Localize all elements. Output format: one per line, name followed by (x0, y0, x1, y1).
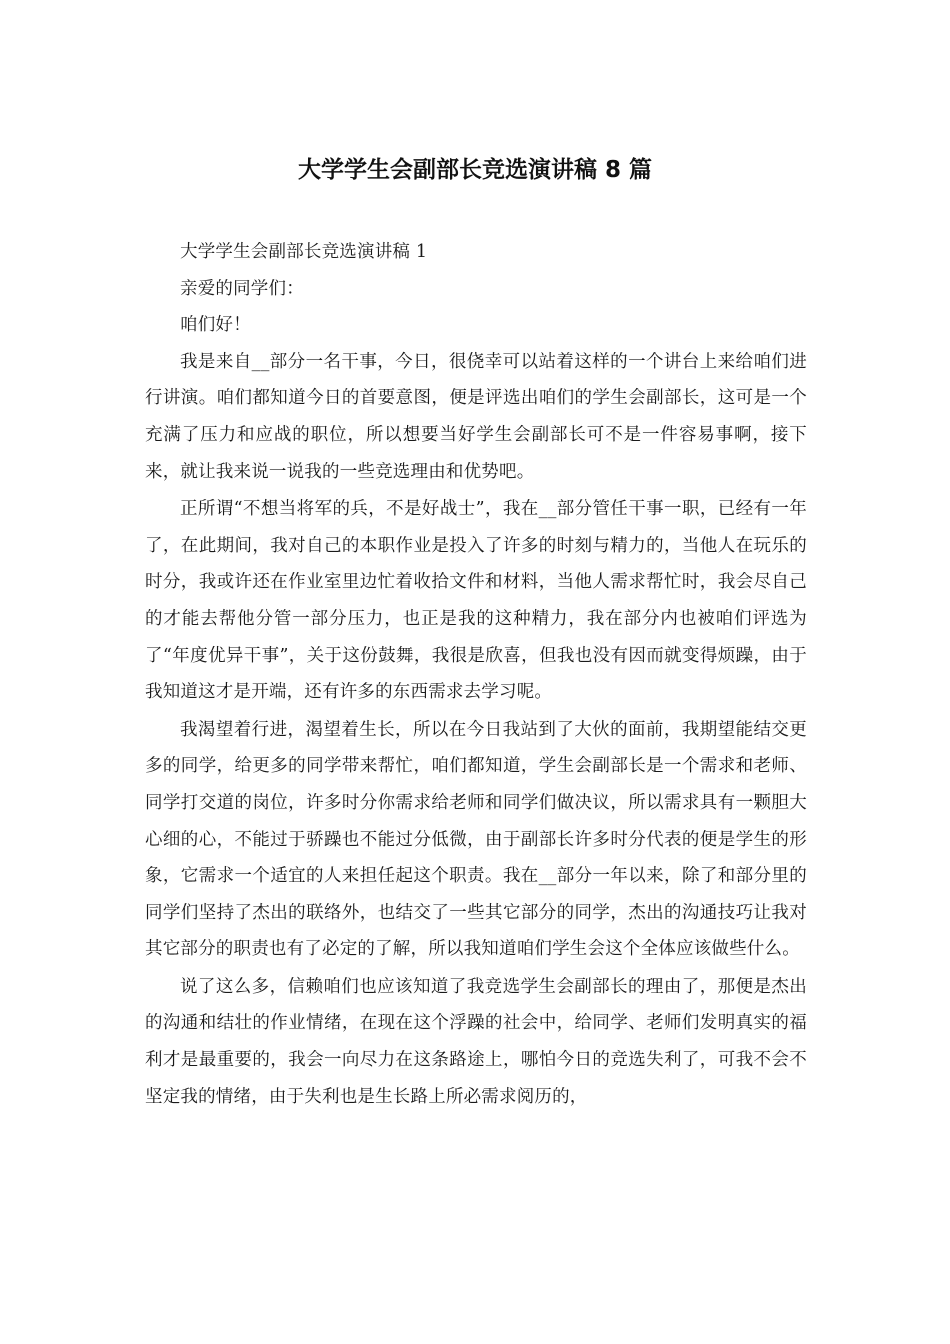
salutation: 亲爱的同学们： (180, 278, 304, 299)
section-heading: 大学学生会副部长竞选演讲稿 1 (180, 242, 428, 262)
paragraph-experience: 正所谓“不想当将军的兵，不是好战士”，我在__部分管任干事一职，已经有一年了，在此期间，我对自己的本职作业是投入了许多的时刻与精力的，当他人在玩乐的时分，我或许还在作业室里边忙着收拾文件和材料，当他人需求帮忙时，我会尽自己的才能去帮他分管一部分压力，也正是我的这种精力，我在部分内也被咱们评选为了“年度优异干事”，关于这份鼓舞，我很是欣喜，但我也没有因而就变得烦躁，由于我知道这才是开端，还有许多的东西需求去学习呢。 (145, 499, 807, 703)
document-body (145, 234, 807, 1115)
paragraph-intro: 我是来自__部分一名干事，今日，很侥幸可以站着这样的一个讲台上来给咱们进行讲演。咱们都知道今日的首要意图，便是评选出咱们的学生会副部长，这可是一个充满了压力和应战的职位，所以想要当好学生会副部长可不是一件容易事啊，接下来，就让我来说一说我的一些竞选理由和优势吧。 (145, 351, 807, 482)
greeting: 咱们好！ (180, 315, 251, 336)
document-title: 大学学生会副部长竞选演讲稿 8 篇 (297, 157, 653, 183)
paragraph-motivation: 我渴望着行进，渴望着生长，所以在今日我站到了大伙的面前，我期望能结交更多的同学，给更多的同学带来帮忙，咱们都知道，学生会副部长是一个需求和老师、同学打交道的岗位，许多时分你需求给老师和同学们做决议，所以需求具有一颗胆大心细的心，不能过于骄躁也不能过分低微，由于副部长许多时分代表的便是学生的形象，它需求一个适宜的人来担任起这个职责。我在__部分一年以来，除了和部分里的同学们坚持了杰出的联络外，也结交了一些其它部分的同学，杰出的沟通技巧让我对其它部分的职责也有了必定的了解，所以我知道咱们学生会这个全体应该做些什么。 (145, 719, 807, 960)
paragraph-reasons: 说了这么多，信赖咱们也应该知道了我竞选学生会副部长的理由了，那便是杰出的沟通和结壮的作业情绪，在现在这个浮躁的社会中，给同学、老师们发明真实的福利才是最重要的，我会一向尽力在这条路途上，哪怕今日的竞选失利了，可我不会不坚定我的情绪，由于失利也是生长路上所必需求阅历的， (145, 976, 807, 1107)
